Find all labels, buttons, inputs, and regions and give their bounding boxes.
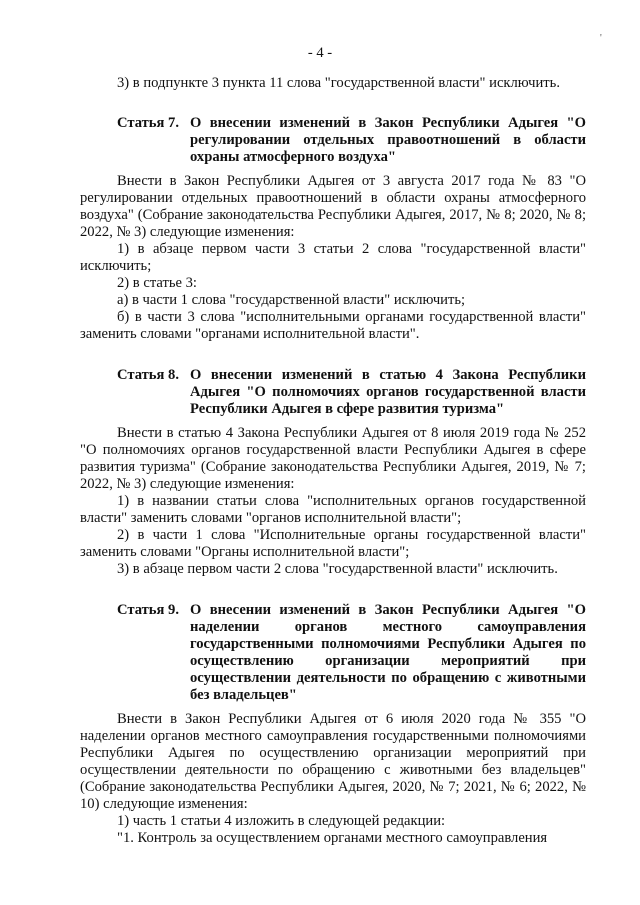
article-paragraph: 1) часть 1 статьи 4 изложить в следующей редакции: — [117, 813, 446, 829]
article-paragraph: Внести в Закон Республики Адыгея от 6 июля 2020 года № 355 "О наделении органов местного самоуправления государственными полномочиями Республики Адыгея по осуществлению организации мероприятий при осуществлении деятельности по обращению с животными без владельцев" (Собрание законодательства Республики Адыгея, 2020, № 7; 2021, № 6; 2022, № 10) следующие изменения: — [80, 711, 586, 812]
article-paragraph: 1) в абзаце первом части 3 статьи 2 слова "государственной власти" исключить; — [80, 241, 586, 274]
article-label: Статья 7. — [117, 115, 179, 131]
article-paragraph: "1. Контроль за осуществлением органами местного самоуправления — [117, 830, 548, 846]
article-label: Статья 8. — [117, 367, 179, 383]
article-9-heading — [80, 602, 586, 704]
article-8-heading — [80, 367, 586, 418]
article-title: О внесении изменений в Закон Республики Адыгея "О наделении органов местного самоуправления государственными полномочиями Республики Адыгея по осуществлению организации мероприятий при осуществлении деятельности по обращению с животными без владельцев" — [190, 602, 586, 703]
article-title: О внесении изменений в Закон Республики Адыгея "О регулировании отдельных правоотношений в области охраны атмосферного воздуха" — [190, 115, 586, 165]
article-title: О внесении изменений в статью 4 Закона Республики Адыгея "О полномочиях органов государственной власти Республики Адыгея в сфере развития туризма" — [190, 367, 586, 417]
article-label: Статья 9. — [117, 602, 179, 618]
corner-mark: ' — [600, 33, 602, 44]
article-7-heading — [80, 115, 586, 166]
article-paragraph: Внести в Закон Республики Адыгея от 3 августа 2017 года № 83 "О регулировании отдельных правоотношений в области охраны атмосферного воздуха" (Собрание законодательства Республики Адыгея, 2017, № 8; 2020, № 8; 2022, № 3) следующие изменения: — [80, 173, 586, 240]
page-number: - 4 - — [307, 45, 333, 61]
article-paragraph: а) в части 1 слова "государственной власти" исключить; — [117, 292, 466, 308]
article-paragraph: 2) в части 1 слова "Исполнительные органы государственной власти" заменить словами "Органы исполнительной власти"; — [80, 527, 586, 560]
article-paragraph: Внести в статью 4 Закона Республики Адыгея от 8 июля 2019 года № 252 "О полномочиях органов государственной власти Республики Адыгея в сфере развития туризма" (Собрание законодательства Республики Адыгея, 2019, № 7; 2022, № 3) следующие изменения: — [80, 425, 586, 492]
article-paragraph: б) в части 3 слова "исполнительными органами государственной власти" заменить словами "органами исполнительной власти". — [80, 309, 586, 342]
article-paragraph: 1) в названии статьи слова "исполнительных органов государственной власти" заменить словами "органов исполнительной власти"; — [80, 493, 586, 526]
article-paragraph: 2) в статье 3: — [117, 275, 197, 291]
article-paragraph: 3) в абзаце первом части 2 слова "государственной власти" исключить. — [117, 561, 558, 577]
intro-line: 3) в подпункте 3 пункта 11 слова "государственной власти" исключить. — [117, 75, 560, 91]
document-body — [80, 75, 586, 847]
